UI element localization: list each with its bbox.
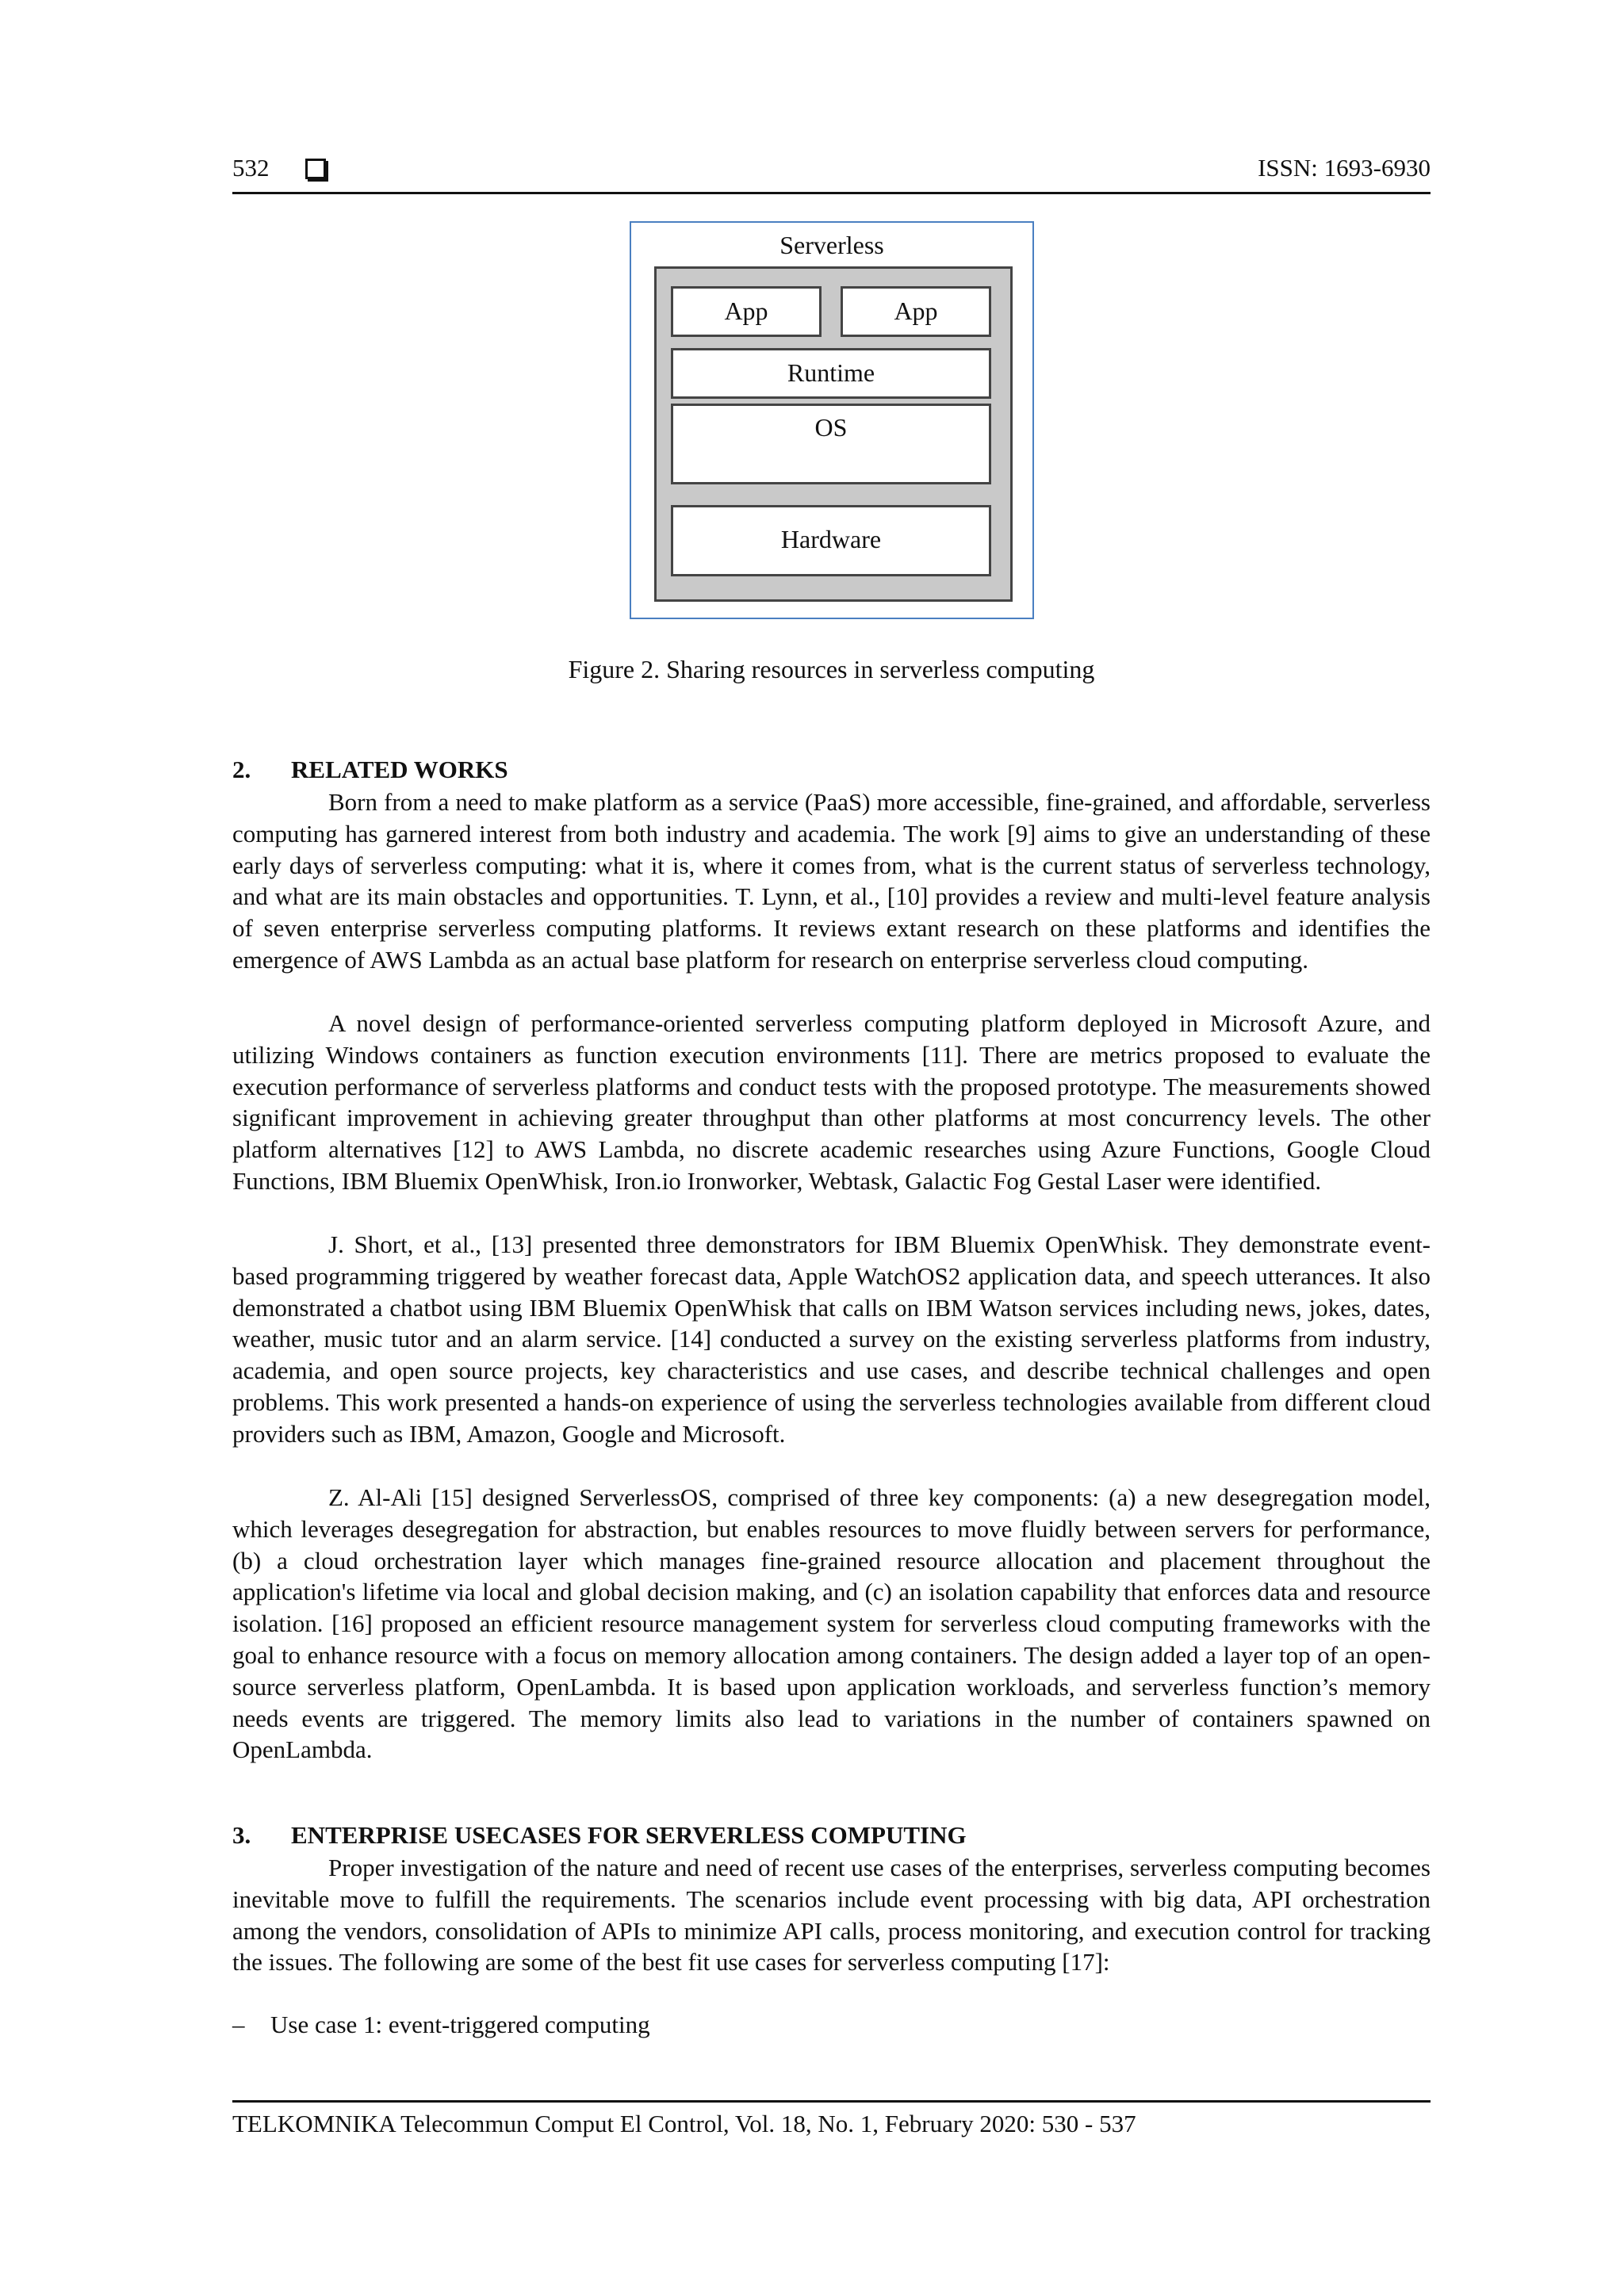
bullet-item <box>232 2011 650 2039</box>
section-title: ENTERPRISE USECASES FOR SERVERLESS COMPUTING <box>291 1821 967 1849</box>
square-bullet-icon <box>305 159 326 179</box>
figure-caption: Figure 2. Sharing resources in serverless computing <box>568 655 1095 683</box>
figure-app-box-1: App <box>671 286 822 337</box>
figure-stack-frame <box>654 266 1013 602</box>
bullet-text: Use case 1: event-triggered computing <box>270 2011 650 2038</box>
dash-bullet-icon: – <box>232 2011 245 2038</box>
figure-serverless-diagram <box>630 221 1034 619</box>
paragraph: A novel design of performance-oriented serverless computing platform deployed in Microsoft Azure, and utilizing Windows containers as function execution environments [11]. There are metrics proposed to evaluate the execution performance of serverless platforms and conduct tests with the proposed prototype. The measurements showed significant improvement in achieving greater throughput than other platforms at most concurrency levels. The other platform alternatives [12] to AWS Lambda, no discrete academic researches using Azure Functions, Google Cloud Functions, IBM Bluemix OpenWhisk, Iron.io Ironworker, Webtask, Galactic Fog Gestal Laser were identified. <box>232 1009 1431 1195</box>
page-footer: TELKOMNIKA Telecommun Comput El Control, Vol. 18, No. 1, February 2020: 530 - 537 <box>232 2110 1136 2137</box>
header-divider <box>232 192 1431 194</box>
paragraph: J. Short, et al., [13] presented three demonstrators for IBM Bluemix OpenWhisk. They demonstrate event-based programming triggered by weather forecast data, Apple WatchOS2 application data, and speech utterances. It also demonstrated a chatbot using IBM Bluemix OpenWhisk that calls on IBM Watson services including news, jokes, dates, weather, music tutor and an alarm service. [14] conducted a survey on the existing serverless platforms from industry, academia, and open source projects, key characteristics and use cases, and describe technical challenges and open problems. This work presented a hands-on experience of using the serverless technologies available from different cloud providers such as IBM, Amazon, Google and Microsoft. <box>232 1230 1431 1448</box>
section-title: RELATED WORKS <box>291 756 508 783</box>
figure-app-box-2: App <box>841 286 991 337</box>
paragraph: Z. Al-Ali [15] designed ServerlessOS, comprised of three key components: (a) a new desegregation model, which leverages desegregation for abstraction, but enables resources to move fluidly between servers for performance, (b) a cloud orchestration layer which manages fine-grained resource allocation and placement throughout the application's lifetime via local and global decision making, and (c) an isolation capability that enforces data and resource isolation. [16] proposed an efficient resource management system for serverless cloud computing frameworks with the goal to enhance resource with a focus on memory allocation among containers. The design added a layer top of an open-source serverless platform, OpenLambda. It is based upon application workloads, and serverless function’s memory needs events are triggered. The memory limits also lead to variations in the number of containers spawned on OpenLambda. <box>232 1483 1431 1764</box>
figure-title: Serverless <box>779 231 884 259</box>
footer-divider <box>232 2100 1431 2103</box>
issn: ISSN: 1693-6930 <box>1258 154 1431 182</box>
section-number: 3. <box>232 1821 251 1849</box>
page-header <box>232 154 1431 193</box>
section-number: 2. <box>232 756 251 783</box>
figure-hardware-box: Hardware <box>671 505 991 576</box>
paragraph: Proper investigation of the nature and need of recent use cases of the enterprises, serverless computing becomes inevitable move to fulfill the requirements. The scenarios include event processing with big data, API orchestration among the vendors, consolidation of APIs to minimize API calls, process monitoring, and execution control for tracking the issues. The following are some of the best fit use cases for serverless computing [17]: <box>232 1854 1431 1976</box>
figure-os-box: OS <box>671 404 991 484</box>
section-heading-enterprise-usecases <box>232 1821 967 1850</box>
page-number: 532 <box>232 154 270 182</box>
paragraph: Born from a need to make platform as a service (PaaS) more accessible, fine-grained, and affordable, serverless computing has garnered interest from both industry and academia. The work [9] aims to give an understanding of these early days of serverless computing: what it is, where it comes from, what is the current status of serverless technology, and what are its main obstacles and opportunities. T. Lynn, et al., [10] provides a review and multi-level feature analysis of seven enterprise serverless computing platforms. It reviews extant research on these platforms and identifies the emergence of AWS Lambda as an actual base platform for research on enterprise serverless cloud computing. <box>232 788 1431 974</box>
figure-runtime-box: Runtime <box>671 348 991 399</box>
section-heading-related-works <box>232 756 508 784</box>
